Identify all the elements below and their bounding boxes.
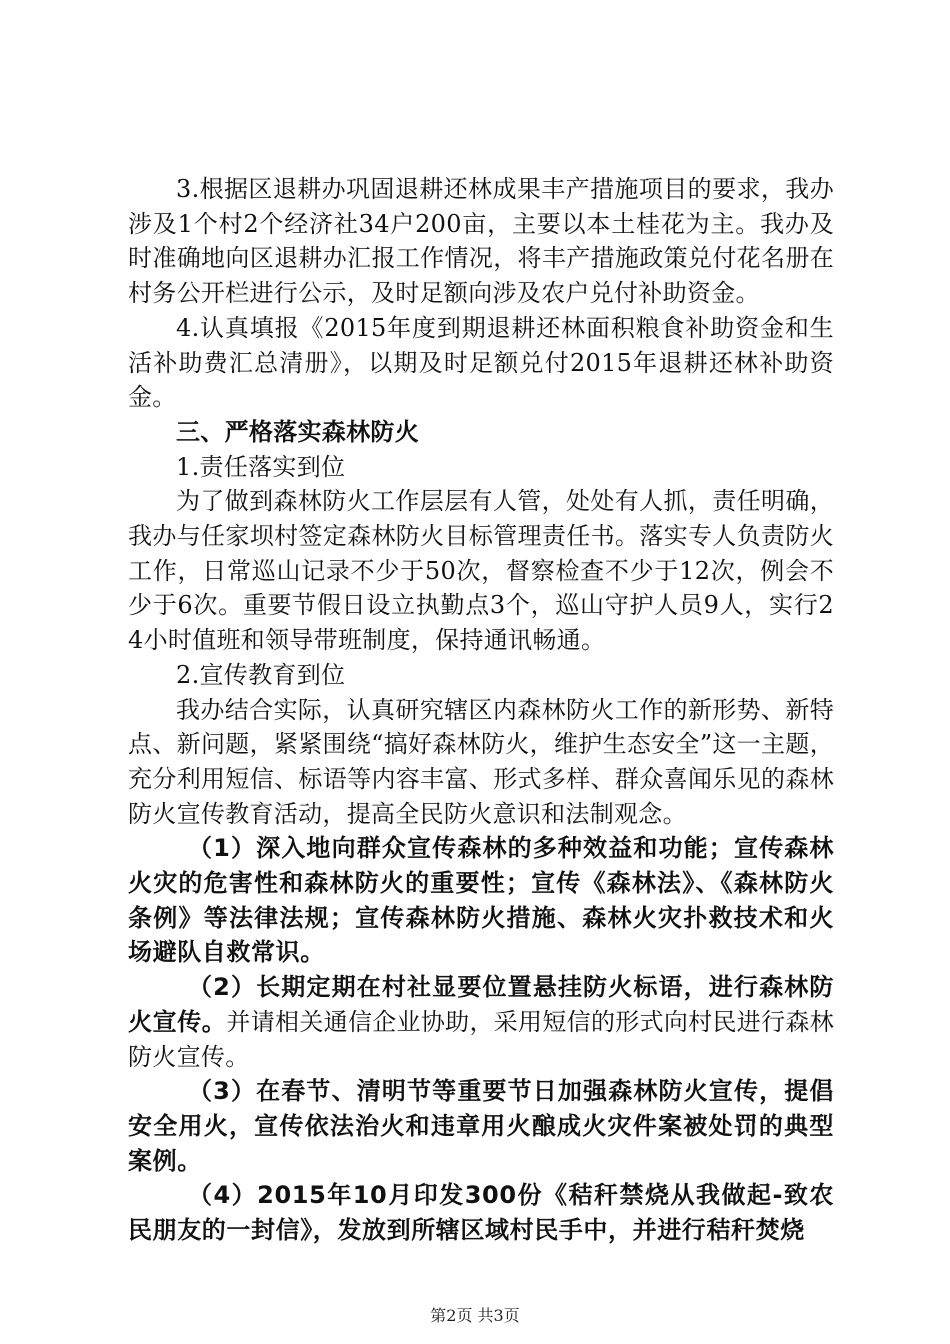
paragraph-4-tianbao: 4.认真填报《2015年度到期退耕还林面积粮食补助资金和生活补助费汇总清册》，以期及时足额兑付2015年退耕还林补助资金。 <box>128 313 834 412</box>
paragraph-responsibility: 为了做到森林防火工作层层有人管，处处有人抓，责任明确，我办与任家坝村签定森林防火目标管理责任书。落实专人负责防火工作，日常巡山记录不少于50次，督察检查不少于12次，例会不少于6次。重要节假日设立执勤点3个，巡山守护人员9人，实行24小时值班和领导带班制度，保持通讯畅通。 <box>128 487 834 655</box>
list-item-4: （4）2015年10月印发300份《秸秆禁烧从我做起-致农民朋友的一封信》，发放到所辖区域村民手中，并进行秸秆焚烧 <box>128 1181 834 1245</box>
section-heading-fire-prevention: 三、严格落实森林防火 <box>176 417 419 446</box>
subheading-education: 2.宣传教育到位 <box>176 660 346 689</box>
page-footer: 第2页 共3页 <box>430 1306 520 1325</box>
paragraph-education: 我办结合实际，认真研究辖区内森林防火工作的新形势、新特点、新问题，紧紧围绕“搞好森林防火，维护生态安全”这一主题，充分利用短信、标语等内容丰富、形式多样、群众喜闻乐见的森林防火宣传教育活动，提高全民防火意识和法制观念。 <box>128 695 834 828</box>
list-item-2-bold: （2）长期定期在村社显要位置悬挂防火标语，进行森林防火宣传。 <box>128 973 834 1036</box>
paragraph-3-fengchan: 3.根据区退耕办巩固退耕还林成果丰产措施项目的要求，我办涉及1个村2个经济社34户200亩，主要以本土桂花为主。我办及时准确地向区退耕办汇报工作情况，将丰产措施政策兑付花名册在村务公开栏进行公示，及时足额向涉及农户兑付补助资金。 <box>128 175 834 308</box>
subheading-responsibility: 1.责任落实到位 <box>176 452 346 481</box>
document-body <box>128 172 834 1248</box>
list-item-2-normal: 并请相关通信企业协助，采用短信的形式向村民进行森林防火宣传。 <box>128 1007 835 1071</box>
list-item-3: （3）在春节、清明节等重要节日加强森林防火宣传，提倡安全用火，宣传依法治火和违章用火酿成火灾件案被处罚的典型案例。 <box>128 1077 834 1175</box>
list-item-2 <box>128 970 834 1074</box>
list-item-1: （1）深入地向群众宣传森林的多种效益和功能；宣传森林火灾的危害性和森林防火的重要性；宣传《森林法》、《森林防火条例》等法律法规；宣传森林防火措施、森林火灾扑救技术和火场避队自救常识。 <box>128 834 834 967</box>
